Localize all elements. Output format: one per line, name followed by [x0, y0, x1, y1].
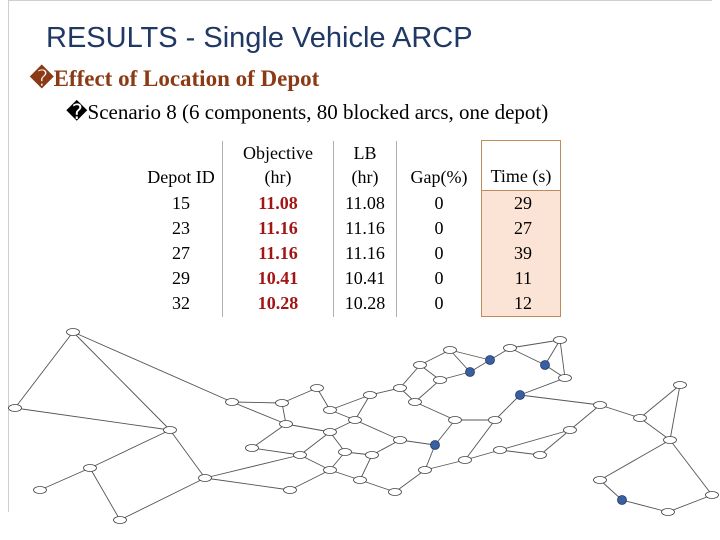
network-edge — [40, 468, 90, 490]
cell-lb: 11.16 — [334, 216, 397, 241]
header-gap: Gap(%) — [410, 166, 468, 187]
cell-time: 27 — [482, 216, 561, 241]
cell-depot-id: 15 — [172, 192, 190, 213]
cell-depot-id: 32 — [172, 293, 190, 314]
slide-frame-top — [8, 0, 712, 1]
cell-lb: 10.28 — [334, 291, 397, 317]
network-node — [564, 427, 577, 434]
network-edge — [640, 385, 680, 418]
depot-node — [516, 391, 525, 400]
network-node — [559, 375, 572, 382]
bullet-effect-of-depot: �Effect of Location of Depot — [30, 66, 320, 91]
network-edge — [300, 432, 330, 455]
network-edges — [15, 332, 712, 520]
network-node — [84, 465, 97, 472]
network-node — [34, 487, 47, 494]
network-node — [419, 467, 432, 474]
network-edge — [73, 332, 232, 402]
network-node — [674, 382, 687, 389]
network-edge — [415, 380, 440, 402]
network-edge — [232, 402, 282, 403]
network-edge — [330, 395, 370, 410]
header-objective: Objective (hr) — [223, 141, 334, 191]
network-edge — [286, 424, 330, 432]
network-edge — [520, 395, 600, 405]
network-node — [394, 437, 407, 444]
network-edge — [465, 420, 495, 460]
network-edge — [622, 500, 668, 512]
cell-objective: 11.08 — [223, 191, 334, 217]
depot-node — [431, 441, 440, 450]
network-node — [324, 407, 337, 414]
network-edge — [510, 340, 560, 348]
cell-time: 29 — [482, 191, 561, 217]
network-edge — [670, 440, 712, 495]
network-node — [324, 429, 337, 436]
network-node — [199, 475, 212, 482]
network-node — [594, 402, 607, 409]
network-node — [434, 377, 447, 384]
network-node — [494, 447, 507, 454]
network-node — [409, 399, 422, 406]
cell-gap: 0 — [434, 293, 444, 314]
cell-objective: 10.28 — [223, 291, 334, 317]
network-edge — [290, 470, 330, 490]
network-node — [706, 492, 719, 499]
network-node — [324, 467, 337, 474]
cell-lb: 10.41 — [334, 266, 397, 291]
bullet-scenario: �Scenario 8 (6 components, 80 blocked arcs, one depot) — [66, 100, 549, 124]
network-node — [349, 417, 362, 424]
network-node — [394, 385, 407, 392]
network-node — [67, 329, 80, 336]
cell-gap: 0 — [434, 268, 444, 288]
network-node — [364, 392, 377, 399]
network-edge — [252, 448, 300, 455]
network-node — [226, 399, 239, 406]
cell-time: 12 — [482, 291, 561, 317]
table-header-row — [140, 141, 561, 191]
road-network-graph — [0, 318, 720, 540]
cell-objective: 11.16 — [223, 241, 334, 266]
network-edge — [355, 420, 400, 440]
network-edge — [205, 455, 300, 478]
network-edge — [252, 424, 286, 448]
network-node — [366, 452, 379, 459]
slide-title: RESULTS - Single Vehicle ARCP — [46, 22, 473, 54]
cell-depot-id: 27 — [172, 243, 190, 263]
network-node — [459, 457, 472, 464]
table-row — [140, 266, 561, 291]
network-edge — [600, 440, 670, 480]
cell-depot-id: 29 — [172, 268, 190, 288]
network-edge — [668, 495, 712, 512]
cell-time: 11 — [482, 266, 561, 291]
table-row — [140, 291, 561, 317]
network-edge — [520, 378, 565, 395]
network-node — [504, 345, 517, 352]
network-node — [664, 437, 677, 444]
network-node — [554, 337, 567, 344]
network-node — [489, 417, 502, 424]
network-edge — [415, 402, 455, 420]
network-node — [534, 452, 547, 459]
header-time: Time (s) — [482, 141, 561, 191]
network-node — [634, 415, 647, 422]
header-depot-id: Depot ID — [147, 166, 215, 187]
network-node — [339, 449, 352, 456]
cell-objective: 10.41 — [223, 266, 334, 291]
network-edge — [540, 430, 570, 455]
network-edge — [560, 340, 565, 378]
depot-node — [486, 356, 495, 365]
network-node — [284, 487, 297, 494]
network-node — [294, 452, 307, 459]
network-edge — [90, 430, 170, 468]
cell-depot-id: 23 — [172, 218, 190, 238]
network-edge — [205, 478, 290, 490]
network-edge — [640, 418, 670, 440]
network-node — [164, 427, 177, 434]
table-row — [140, 191, 561, 217]
network-node — [9, 405, 22, 412]
cell-time: 39 — [482, 241, 561, 266]
cell-lb: 11.08 — [334, 191, 397, 217]
network-edge — [73, 332, 170, 430]
cell-objective: 11.16 — [223, 216, 334, 241]
cell-gap: 0 — [434, 192, 444, 213]
cell-lb: 11.16 — [334, 241, 397, 266]
depot-node — [618, 496, 627, 505]
network-edge — [170, 430, 205, 478]
network-node — [449, 417, 462, 424]
network-edge — [500, 430, 570, 450]
network-edge — [570, 405, 600, 430]
network-edge — [90, 468, 120, 520]
network-edge — [395, 470, 425, 492]
depot-node — [541, 361, 550, 370]
network-node — [246, 445, 259, 452]
table-row — [140, 216, 561, 241]
network-nodes — [9, 329, 719, 524]
network-node — [414, 362, 427, 369]
network-edge — [355, 395, 370, 420]
network-node — [114, 517, 127, 524]
network-node — [280, 421, 293, 428]
cell-gap: 0 — [434, 243, 444, 263]
header-lb: LB (hr) — [334, 141, 397, 191]
network-node — [662, 509, 675, 516]
network-node — [354, 477, 367, 484]
network-edge — [670, 385, 680, 440]
table-row — [140, 241, 561, 266]
network-edge — [495, 395, 520, 420]
results-table — [140, 140, 561, 317]
network-node — [444, 347, 457, 354]
network-node — [311, 385, 324, 392]
network-node — [276, 400, 289, 407]
network-edge — [15, 408, 170, 430]
depot-node — [466, 368, 475, 377]
cell-gap: 0 — [434, 218, 444, 238]
network-node — [594, 477, 607, 484]
network-edge — [120, 478, 205, 520]
network-edge — [15, 332, 73, 408]
network-node — [389, 489, 402, 496]
